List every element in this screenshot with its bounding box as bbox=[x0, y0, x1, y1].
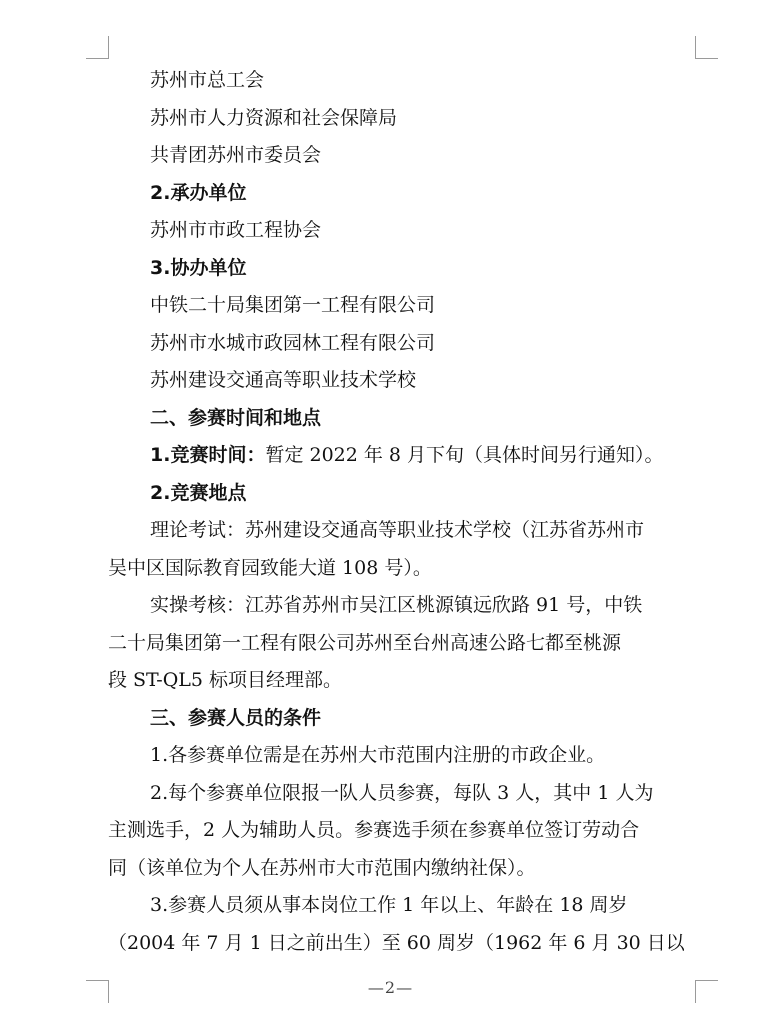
organizer-line: 苏州市市政工程协会 bbox=[150, 219, 322, 241]
organizer-line: 苏州市水城市政园林工程有限公司 bbox=[150, 331, 436, 354]
paragraph-line bbox=[108, 437, 696, 475]
section-heading: 三、参赛人员的条件 bbox=[150, 706, 322, 729]
inline-label: 1.竞赛时间： bbox=[150, 444, 266, 466]
paragraph-line: 段 ST-QL5 标项目经理部。 bbox=[108, 669, 343, 691]
section-heading: 二、参赛时间和地点 bbox=[150, 406, 322, 429]
organizer-line: 苏州市总工会 bbox=[150, 69, 265, 91]
paragraph-line: 二十局集团第一工程有限公司苏州至台州高速公路七都至桃源 bbox=[108, 631, 622, 654]
paragraph-line: 同（该单位为个人在苏州市大市范围内缴纳社保）。 bbox=[108, 856, 536, 879]
crop-mark-top-left bbox=[86, 36, 109, 59]
organizer-line: 苏州建设交通高等职业技术学校 bbox=[150, 369, 417, 391]
paragraph-line: 实操考核：江苏省苏州市吴江区桃源镇远欣路 91 号，中铁 bbox=[150, 594, 643, 616]
inline-text: 暂定 2022 年 8 月下旬（具体时间另行通知）。 bbox=[265, 444, 664, 466]
organizer-line: 苏州市人力资源和社会保障局 bbox=[150, 106, 398, 129]
paragraph-line: 吴中区国际教育园致能大道 108 号）。 bbox=[108, 556, 432, 579]
section-subheading: 2.承办单位 bbox=[150, 181, 247, 204]
paragraph-line: 1.各参赛单位需是在苏州大市范围内注册的市政企业。 bbox=[150, 744, 606, 766]
paragraph-line: 主测选手，2 人为辅助人员。参赛选手须在参赛单位签订劳动合 bbox=[108, 819, 640, 841]
organizer-line: 中铁二十局集团第一工程有限公司 bbox=[150, 294, 436, 316]
section-subheading: 3.协办单位 bbox=[150, 256, 247, 279]
paragraph-line: 理论考试：苏州建设交通高等职业技术学校（江苏省苏州市 bbox=[150, 519, 645, 541]
crop-mark-top-right bbox=[695, 36, 718, 59]
paragraph-line: 3.参赛人员须从事本岗位工作 1 年以上、年龄在 18 周岁 bbox=[150, 894, 628, 916]
paragraph-line: （2004 年 7 月 1 日之前出生）至 60 周岁（1962 年 6 月 30 日以 bbox=[108, 931, 685, 954]
page-number: —2— bbox=[367, 978, 414, 997]
organizer-line: 共青团苏州市委员会 bbox=[150, 144, 322, 166]
document-body bbox=[108, 62, 696, 962]
paragraph-line: 2.每个参赛单位限报一队人员参赛，每队 3 人，其中 1 人为 bbox=[150, 781, 654, 804]
section-subheading: 2.竞赛地点 bbox=[150, 481, 247, 504]
